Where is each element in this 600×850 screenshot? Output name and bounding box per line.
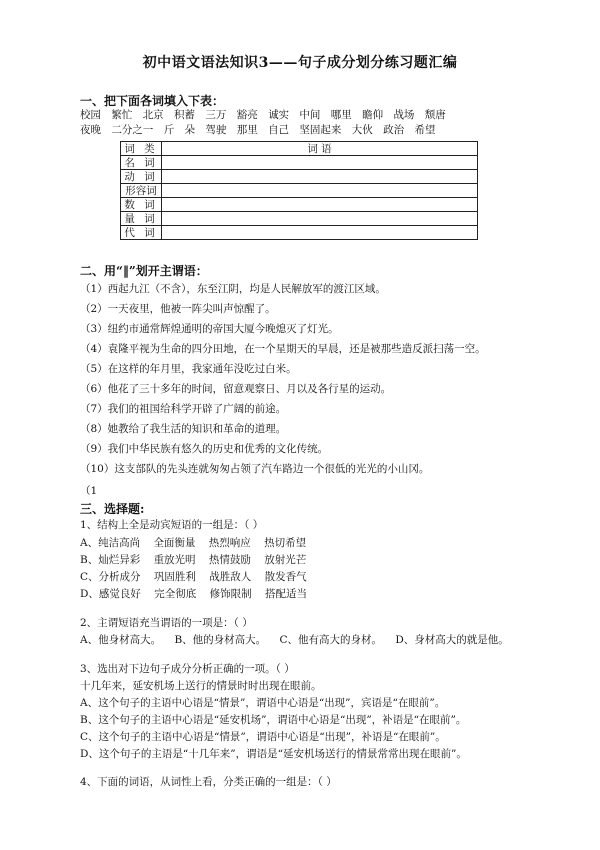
- word-item: 大伙: [351, 124, 373, 136]
- option-text: C、分析成分: [80, 571, 141, 583]
- word-item: 繁忙: [111, 109, 133, 121]
- question-1-option-c[interactable]: [80, 569, 317, 584]
- question-1-stem: 1、结构上全是动宾短语的一组是：（ ）: [80, 519, 264, 531]
- word-item: 夜晚: [80, 124, 101, 136]
- section1-heading: 一、把下面各词填入下表：: [80, 94, 225, 108]
- word-item: 政治: [383, 124, 405, 136]
- word-item: 战场: [393, 109, 415, 121]
- table-answer-cell[interactable]: [162, 198, 478, 212]
- option-text: 修饰限制: [209, 588, 252, 600]
- table-row: [121, 198, 478, 212]
- option-text: A、纯洁高尚: [80, 537, 141, 549]
- table-row-label: 数 词: [121, 198, 162, 212]
- table-row-label: 名 词: [121, 156, 162, 170]
- word-item: 瞻仰: [362, 109, 384, 121]
- option-text: D、感觉良好: [80, 588, 141, 600]
- sentence-item-fragment: （1: [80, 485, 98, 497]
- table-header-row: [121, 142, 478, 156]
- question-1-option-a[interactable]: [80, 535, 316, 550]
- word-item: 中间: [299, 109, 321, 121]
- section3-heading: 三、选择题:: [80, 502, 145, 516]
- sentence-item: （10）这支部队的先头连就匆匆占领了汽车路边一个很低的光光的小山冈。: [80, 463, 430, 475]
- table-row-label: 量 词: [121, 212, 162, 226]
- option-text: 散发香气: [264, 571, 307, 583]
- word-item: 那里: [236, 124, 258, 136]
- table-answer-cell[interactable]: [162, 226, 478, 240]
- table-row: [121, 184, 478, 198]
- question-2-stem: 2、主谓短语充当谓语的一项是：（ ）: [80, 617, 253, 629]
- table-row: [121, 156, 478, 170]
- word-item: 豁亮: [236, 109, 258, 121]
- table-row-label: 动 词: [121, 170, 162, 184]
- question-3-option-d[interactable]: D、这个句子的主语是“十几年来”，谓语是“延安机场送行的情景常常出现在眼前”。: [80, 748, 467, 760]
- option-text: 搭配适当: [264, 588, 307, 600]
- question-1-option-d[interactable]: [80, 586, 317, 601]
- option-text: 全面衡量: [153, 537, 196, 549]
- table-header-category: 词 类: [121, 142, 162, 156]
- word-list-line-2: [80, 122, 442, 137]
- word-item: 斤: [163, 124, 175, 136]
- sentence-item: （2）一天夜里，他被一阵尖叫声惊醒了。: [80, 303, 276, 315]
- sentence-item: （3）纽约市通常辉煌通明的帝国大厦今晚熄灭了灯光。: [80, 323, 339, 335]
- table-row: [121, 212, 478, 226]
- word-item: 三万: [205, 109, 227, 121]
- question-3-option-a[interactable]: A、这个句子的主语中心语是“情景”，谓语中心语是“出现”，宾语是“在眼前”。: [80, 697, 446, 709]
- option-text: 热烈响应: [208, 537, 251, 549]
- word-item: 朵: [184, 124, 196, 136]
- word-list-line-1: [80, 107, 453, 122]
- section2-heading: 二、用“‖”划开主谓语：: [80, 264, 208, 278]
- word-item: 二分之一: [111, 124, 154, 136]
- table-header-words: 词 语: [162, 142, 478, 156]
- table-row-label: 形容词: [121, 184, 162, 198]
- sentence-item: （1）西起九江（不含），东至江阴，均是人民解放军的渡江区域。: [80, 283, 386, 295]
- option-text: 巩固胜利: [153, 571, 196, 583]
- word-item: 北京: [142, 109, 164, 121]
- word-category-table: [120, 141, 478, 240]
- question-2-option-c[interactable]: C、他有高大的身材。: [279, 634, 383, 646]
- word-item: 颓唐: [424, 109, 446, 121]
- question-1-option-b[interactable]: [80, 552, 316, 567]
- table-answer-cell[interactable]: [162, 156, 478, 170]
- word-item: 驾驶: [205, 124, 227, 136]
- word-item: 希望: [414, 124, 436, 136]
- sentence-item: （6）他花了三十多年的时间，留意观察日、月以及各行星的运动。: [80, 383, 392, 395]
- table-answer-cell[interactable]: [162, 184, 478, 198]
- question-2-option-d[interactable]: D、身材高大的就是他。: [395, 634, 509, 646]
- word-item: 自己: [268, 124, 290, 136]
- option-text: 完全彻底: [154, 588, 197, 600]
- page-title: 初中语文语法知识3——句子成分划分练习题汇编: [142, 55, 458, 71]
- question-3-option-b[interactable]: B、这个句子的主语中心语是“延安机场”，谓语中心语是“出现”，补语是“在眼前”。: [80, 714, 467, 726]
- sentence-item: （9）我们中华民族有悠久的历史和优秀的文化传统。: [80, 443, 329, 455]
- word-item: 诚实: [268, 109, 290, 121]
- question-2-option-a[interactable]: A、他身材高大。: [80, 634, 162, 646]
- question-4-stem: 4、下面的词语，从词性上看，分类正确的一组是：（ ）: [80, 776, 337, 788]
- word-item: 校园: [80, 109, 101, 121]
- sentence-item: （8）她教给了我生活的知识和革命的道理。: [80, 423, 287, 435]
- question-3-option-c[interactable]: C、这个句子的主语中心语是“情景”，谓语中心语是“出现”，补语是“在眼前”。: [80, 731, 446, 743]
- option-text: 战胜敌人: [209, 571, 252, 583]
- word-item: 哪里: [330, 109, 352, 121]
- table-row: [121, 226, 478, 240]
- sentence-item: （7）我们的祖国给科学开辟了广阔的前途。: [80, 403, 287, 415]
- word-item: 坚固起来: [299, 124, 342, 136]
- table-row-label: 代 词: [121, 226, 162, 240]
- option-text: 热情鼓励: [208, 554, 251, 566]
- option-text: 重放光明: [153, 554, 196, 566]
- table-answer-cell[interactable]: [162, 170, 478, 184]
- table-row: [121, 170, 478, 184]
- word-item: 积蓄: [174, 109, 196, 121]
- option-text: 热切希望: [264, 537, 307, 549]
- question-3-sentence: 十几年来，延安机场上送行的情景时时出现在眼前。: [80, 680, 322, 692]
- option-text: B、灿烂异彩: [80, 554, 141, 566]
- question-2-options: [80, 632, 519, 647]
- question-3-stem: 3、选出对下边句子成分分析正确的一项。（ ）: [80, 663, 295, 675]
- sentence-item: （5）在这样的年月里，我家通年没吃过白米。: [80, 363, 297, 375]
- sentence-item: （4）袁隆平视为生命的四分田地，在一个星期天的早晨，还是被那些造反派扫荡一空。: [80, 343, 486, 355]
- question-2-option-b[interactable]: B、他的身材高大。: [174, 634, 267, 646]
- table-answer-cell[interactable]: [162, 212, 478, 226]
- option-text: 放射光芒: [264, 554, 307, 566]
